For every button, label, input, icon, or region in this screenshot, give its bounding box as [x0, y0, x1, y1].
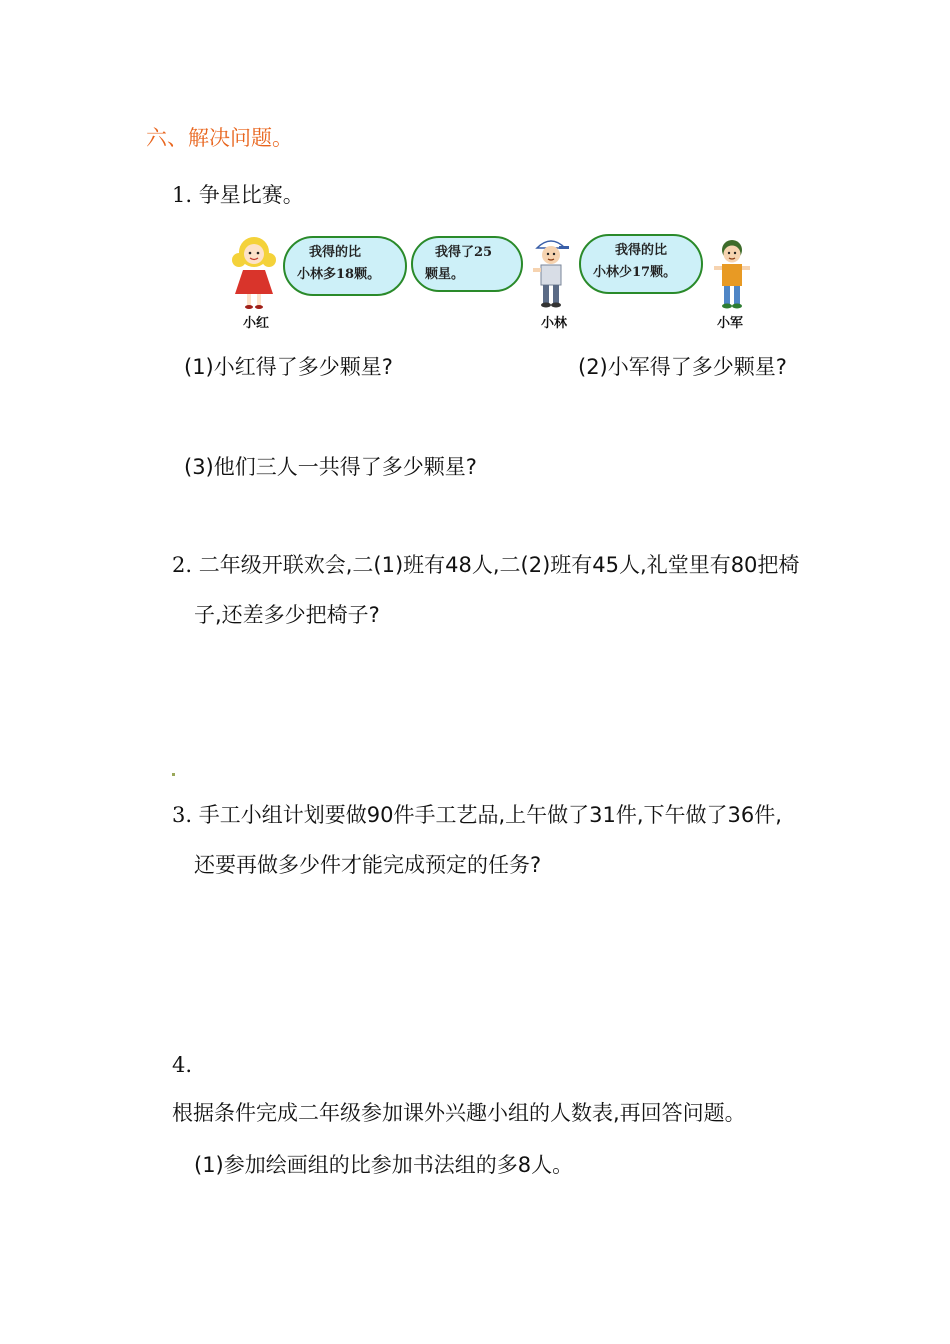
- decorative-dot: [172, 773, 175, 776]
- question-1-title: 争星比赛。: [198, 183, 304, 207]
- question-4-line-1: 根据条件完成二年级参加课外兴趣小组的人数表,再回答问题。: [172, 1101, 746, 1125]
- speech-bubble-xiaohong: [283, 236, 407, 296]
- question-3-line-1: 手工小组计划要做90件手工艺品,上午做了31件,下午做了36件,: [198, 803, 782, 827]
- question-3-line-2: 还要再做多少件才能完成预定的任务?: [194, 853, 542, 877]
- boy-with-cap-character-icon: [529, 234, 573, 310]
- boy-character-icon: [711, 236, 753, 312]
- question-1-sub-1: (1)小红得了多少颗星?: [184, 355, 393, 379]
- name-label-xiaojun: 小军: [717, 316, 744, 331]
- girl-character-icon: [229, 232, 279, 310]
- bubble-line: 小林多18颗。: [297, 267, 381, 282]
- question-1: [172, 180, 304, 210]
- name-label-xiaohong: 小红: [243, 316, 270, 331]
- bubble-line: 我得的比: [615, 243, 668, 258]
- question-2: [172, 550, 799, 580]
- speech-bubble-xiaojun: [579, 234, 703, 294]
- name-label-xiaolin: 小林: [541, 316, 568, 331]
- question-1-sub-2: (2)小军得了多少颗星?: [578, 355, 787, 379]
- question-1-sub-3: (3)他们三人一共得了多少颗星?: [184, 455, 477, 479]
- bubble-line: 颗星。: [425, 267, 465, 282]
- bubble-line: 小林少17颗。: [593, 265, 677, 280]
- bubble-line: 我得了25: [435, 245, 493, 260]
- question-4-number: 4.: [172, 1053, 193, 1077]
- question-2-line-1: 二年级开联欢会,二(1)班有48人,二(2)班有45人,礼堂里有80把椅: [198, 553, 800, 577]
- bubble-line: 我得的比: [309, 245, 362, 260]
- star-contest-illustration: [225, 228, 765, 338]
- question-1-number: 1.: [172, 183, 193, 207]
- question-2-line-2: 子,还差多少把椅子?: [194, 603, 380, 627]
- question-4-sub-1: (1)参加绘画组的比参加书法组的多8人。: [194, 1153, 574, 1177]
- section-title: 六、解决问题。: [146, 126, 293, 150]
- speech-bubble-xiaolin: [411, 236, 523, 292]
- question-3: [172, 800, 782, 830]
- question-3-number: 3.: [172, 803, 193, 827]
- question-2-number: 2.: [172, 553, 193, 577]
